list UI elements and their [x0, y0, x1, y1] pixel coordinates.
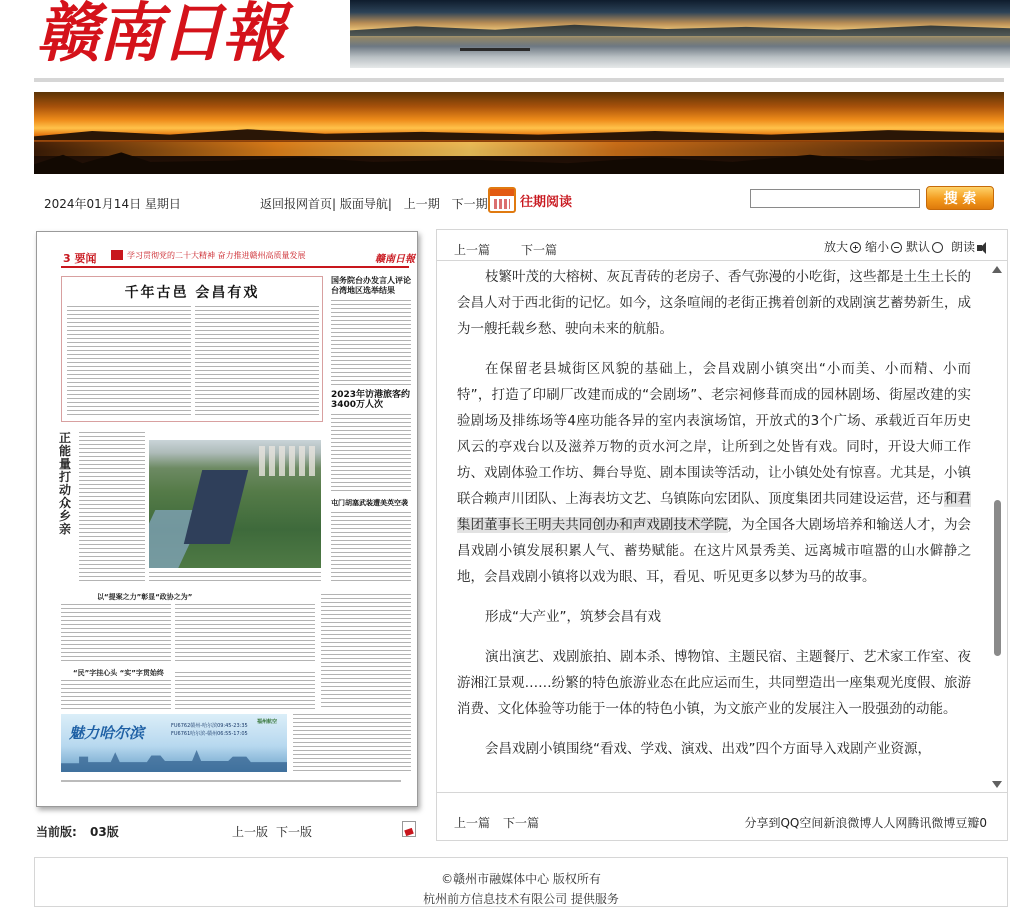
paragraph: 演出演艺、戏剧旅拍、剧本杀、博物馆、主题民宿、主题餐厅、艺术家工作室、夜游湘江景观……纷繁的特色旅游业态在此应运而生，共同塑造出一座集观光度假、旅游消费、文化体验等功能于一体的特色小镇，为文旅产业的发展注入一股强劲的动能。 — [457, 649, 971, 717]
paragraph: 在保留老县城街区风貌的基础上，会昌戏剧小镇突出“小而美、小而精、小而特”，打造了印刷厂改建而成的“会剧场”、老宗祠修葺而成的园林剧场、街屋改建的实验剧场及排练场等4座功能各异的室内表演场馆，开放式的3个广场、承载近百年历史风云的亭戏台以及滋养万物的贡水河之岸，让所到之处皆有戏。同时，开设大师工作坊、戏剧体验工作坊、舞台导览、剧本围读等活动，让小镇处处有惊喜。尤其是，小镇联合赖声川团队、上海表坊文艺、乌镇陈向宏团队、顶度集团共同建设运营，还与和君集团董事长王明夫共同创办和声戏剧技术学院，为全国各大剧场培养和输送人才，为会昌戏剧小镇发展积累人气、蓄势赋能。在这片风景秀美、远离城市喧嚣的山水僻静之地，会昌戏剧小镇将以戏为眼、耳，看见、听见更多以梦为马的故事。 — [457, 361, 971, 585]
service-provider-text: 杭州前方信息技术有限公司 提供服务 — [423, 892, 619, 906]
nav-links: 返回报网首页| 版面导航| 上一期 下一期 — [260, 197, 488, 211]
party-emblem-icon — [111, 250, 123, 260]
paragraph: 枝繁叶茂的大榕树、灰瓦青砖的老房子、香气弥漫的小吃街，这些都是土生土长的会昌人对于西北街的记忆。如今，这条喧闹的老街正携着创新的戏剧演艺蓄势新生，成为一艘托载乡愁、驶向未来的航船。 — [457, 269, 971, 337]
prev-article-link-bottom[interactable]: 上一篇 — [454, 816, 491, 830]
speaker-icon — [977, 241, 991, 255]
newspaper-logo[interactable]: 赣南日報 — [36, 0, 284, 71]
ad-flight-info: FU6762赣州-哈尔滨09:45-23:35 FU6761哈尔滨-赣州06:55-17:05 — [171, 723, 248, 737]
article-scrollbar[interactable] — [989, 264, 1005, 790]
zoom-in-icon — [850, 242, 861, 253]
reset-circle-icon — [932, 242, 943, 253]
home-link[interactable]: 返回报网首页 — [260, 197, 333, 211]
masthead — [0, 0, 1024, 72]
prev-issue-link[interactable]: 上一期 — [403, 197, 440, 211]
header-divider — [34, 78, 1004, 82]
default-size-button[interactable]: 默认 — [906, 238, 947, 255]
vertical-headline[interactable]: 正能量打动众乡亲 — [59, 431, 72, 536]
nav-bar — [34, 185, 1004, 217]
scroll-down-arrow-icon[interactable] — [992, 781, 1002, 788]
past-reading-link[interactable] — [488, 187, 572, 213]
article-panel — [436, 229, 1008, 841]
next-article-link[interactable]: 下一篇 — [521, 243, 558, 257]
sunset-banner-image — [34, 92, 1004, 174]
share-links[interactable]: 分享到QQ空间新浪微博人人网腾讯微博豆瓣0 — [744, 816, 987, 830]
search-button[interactable]: 搜 索 — [926, 186, 994, 210]
paragraph: 会昌戏剧小镇围绕“看戏、学戏、演戏、出戏”四个方面导入戏剧产业资源， — [485, 741, 931, 757]
past-reading-label: 往期阅读 — [520, 194, 573, 210]
prev-article-link[interactable]: 上一篇 — [454, 243, 491, 257]
search-input[interactable] — [750, 189, 920, 208]
aerial-photo — [149, 440, 321, 568]
read-aloud-button[interactable]: 朗读 — [951, 238, 991, 255]
airline-logo: 福州航空 — [257, 719, 278, 725]
pdf-download-icon[interactable] — [402, 821, 416, 837]
header-landscape-photo — [350, 0, 1010, 68]
site-footer — [34, 857, 1008, 907]
next-issue-link[interactable]: 下一期 — [451, 197, 488, 211]
side-headline-2[interactable]: 2023年访港旅客约3400万人次 — [331, 390, 411, 410]
page-slogan: 学习贯彻党的二十大精神 奋力推进赣州高质量发展 — [127, 251, 306, 260]
ad-title: 魅力哈尔滨 — [69, 724, 145, 742]
side-headline-1[interactable]: 国务院台办发言人评论台湾地区选举结果 — [331, 276, 411, 295]
preview-headline[interactable]: 千年古邑 会昌有戏 — [124, 285, 260, 301]
calendar-icon — [488, 187, 516, 213]
zoom-in-button[interactable]: 放大 — [824, 238, 865, 255]
next-article-link-bottom[interactable]: 下一篇 — [503, 816, 540, 830]
zoom-out-button[interactable]: 缩小 — [865, 238, 906, 255]
page-preview-panel — [34, 229, 422, 849]
page-thumbnail[interactable] — [36, 231, 418, 807]
side-headline-3[interactable]: 屯门胡塞武装遭美英空袭 — [331, 499, 408, 507]
next-page-link[interactable]: 下一版 — [276, 825, 313, 839]
sub-headline-1[interactable]: 以“提案之力”彰显“政协之为” — [97, 593, 193, 601]
zoom-out-icon — [891, 242, 902, 253]
mini-logo: 赣南日報 — [375, 254, 415, 265]
page-nav-link[interactable]: 版面导航 — [339, 197, 388, 211]
current-page-value: 03版 — [90, 825, 119, 839]
scroll-thumb[interactable] — [994, 500, 1001, 656]
current-page-label: 当前版: — [36, 825, 77, 839]
reader-tools — [824, 238, 991, 255]
highlighted-text: 和君集团董事长王明夫共同创办和声戏剧技术学院 — [457, 491, 971, 533]
section-heading: 形成“大产业”，筑梦会昌有戏 — [485, 609, 661, 625]
harbin-ad[interactable] — [61, 714, 287, 772]
sub-headline-2[interactable]: “民”字挂心头 “实”字贯始终 — [73, 669, 164, 677]
copyright-text: ©赣州市融媒体中心 版权所有 — [441, 872, 601, 886]
page-number-label: 3 要闻 — [63, 252, 97, 265]
prev-page-link[interactable]: 上一版 — [232, 825, 269, 839]
issue-date: 2024年01月14日 星期日 — [44, 197, 181, 211]
scroll-up-arrow-icon[interactable] — [992, 266, 1002, 273]
article-body — [457, 264, 971, 790]
